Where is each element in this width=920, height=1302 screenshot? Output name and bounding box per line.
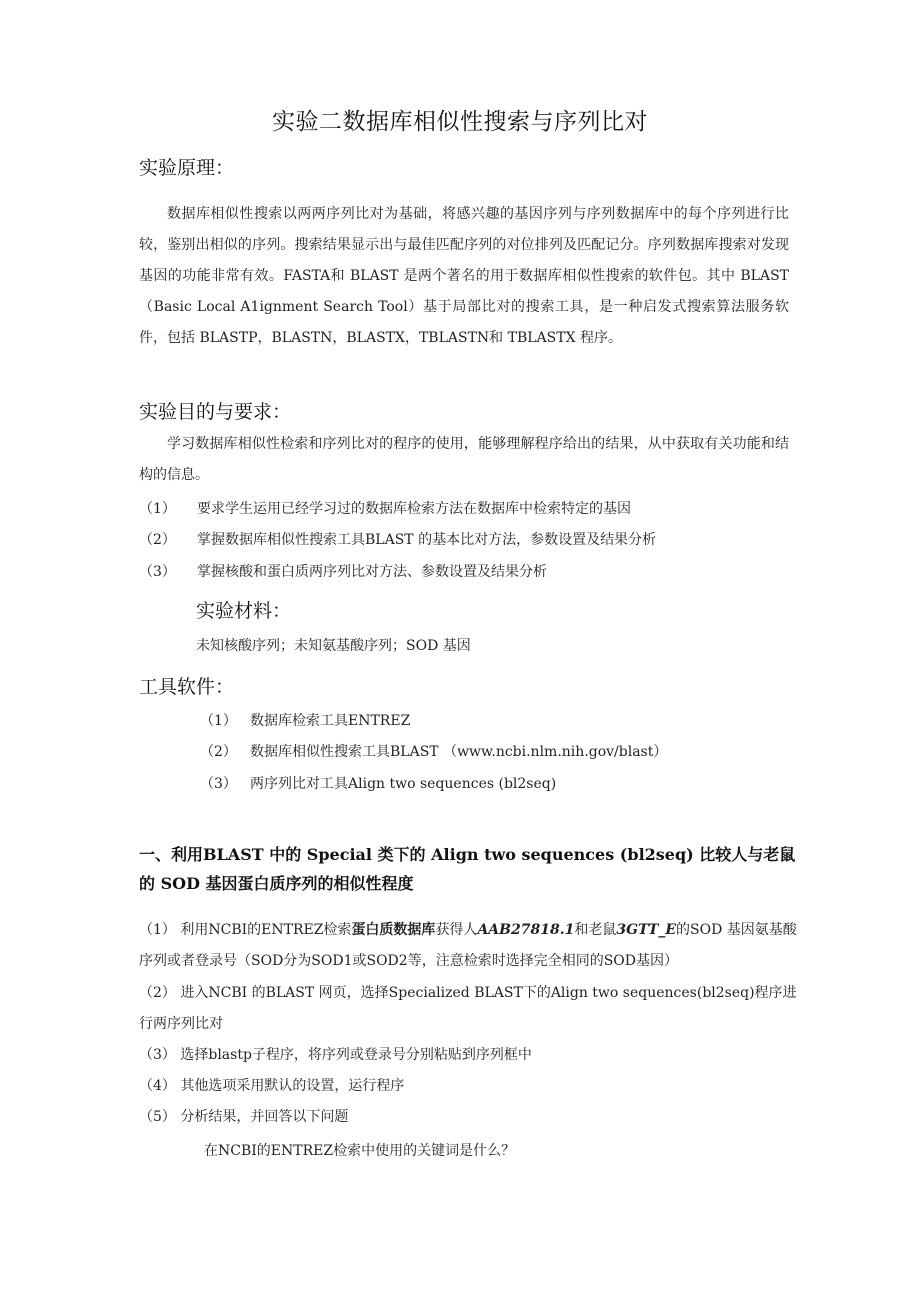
purpose-intro: 学习数据库相似性检索和序列比对的程序的使用，能够理解程序给出的结果，从中获取有关功能和结构的信息。 [139,436,789,483]
tool-item: （2） 数据库相似性搜索工具BLAST （www.ncbi.nlm.nih.gov/blast） [200,744,668,760]
section1-step3: （3） 选择blastp子程序，将序列或登录号分别粘贴到序列框中 [139,1047,532,1063]
materials-text: 未知核酸序列；未知氨基酸序列；SOD 基因 [196,638,471,654]
purpose-heading: 实验目的与要求： [139,401,292,423]
section1-step2: （2） 进入NCBI 的BLAST 网页，选择Specialized BLAST下的Align two sequences(bl2seq)程序进行两序列比对 [139,985,797,1032]
page-title: 实验二数据库相似性搜索与序列比对 [272,109,648,135]
purpose-item: （1） 要求学生运用已经学习过的数据库检索方法在数据库中检索特定的基因 [139,501,631,517]
principle-text: 数据库相似性搜索以两两序列比对为基础，将感兴趣的基因序列与序列数据库中的每个序列进行比较，鉴别出相似的序列。搜索结果显示出与最佳匹配序列的对位排列及匹配记分。序列数据库搜索对发现基因的功能非常有效。FASTA和 BLAST 是两个著名的用于数据库相似性搜索的软件包。其中 BLAST（Basic Local A1ignment Search Tool）基于局部比对的搜索工具，是一种启发式搜索算法服务软件，包括 BLASTP，BLASTN，BLASTX，TBLASTN和 TBLASTX 程序。 [139,206,789,346]
materials-heading: 实验材料： [196,600,292,622]
section1-step5: （5） 分析结果，并回答以下问题 [139,1109,349,1125]
section1-step4: （4） 其他选项采用默认的设置，运行程序 [139,1078,405,1094]
section1-heading: 一、利用BLAST 中的 Special 类下的 Align two sequences (bl2seq) 比较人与老鼠的 SOD 基因蛋白质序列的相似性程度 [139,845,796,893]
purpose-item: （2） 掌握数据库相似性搜索工具BLAST 的基本比对方法，参数设置及结果分析 [139,532,657,548]
purpose-item: （3） 掌握核酸和蛋白质两序列比对方法、参数设置及结果分析 [139,564,547,580]
tool-item: （1） 数据库检索工具ENTREZ [200,713,411,729]
tools-heading: 工具软件： [139,676,235,698]
section1-question: 在NCBI的ENTREZ检索中使用的关键词是什么？ [204,1143,516,1159]
tool-item: （3） 两序列比对工具Align two sequences (bl2seq) [200,776,557,792]
section1-step1: （1） 利用NCBI的ENTREZ检索蛋白质数据库获得人AAB27818.1和老鼠3GTT_E的SOD 基因氨基酸序列或者登录号（SOD分为SOD1或SOD2等，注意检索时选择完全相同的SOD基因） [139,922,797,969]
principle-heading: 实验原理： [139,157,235,179]
